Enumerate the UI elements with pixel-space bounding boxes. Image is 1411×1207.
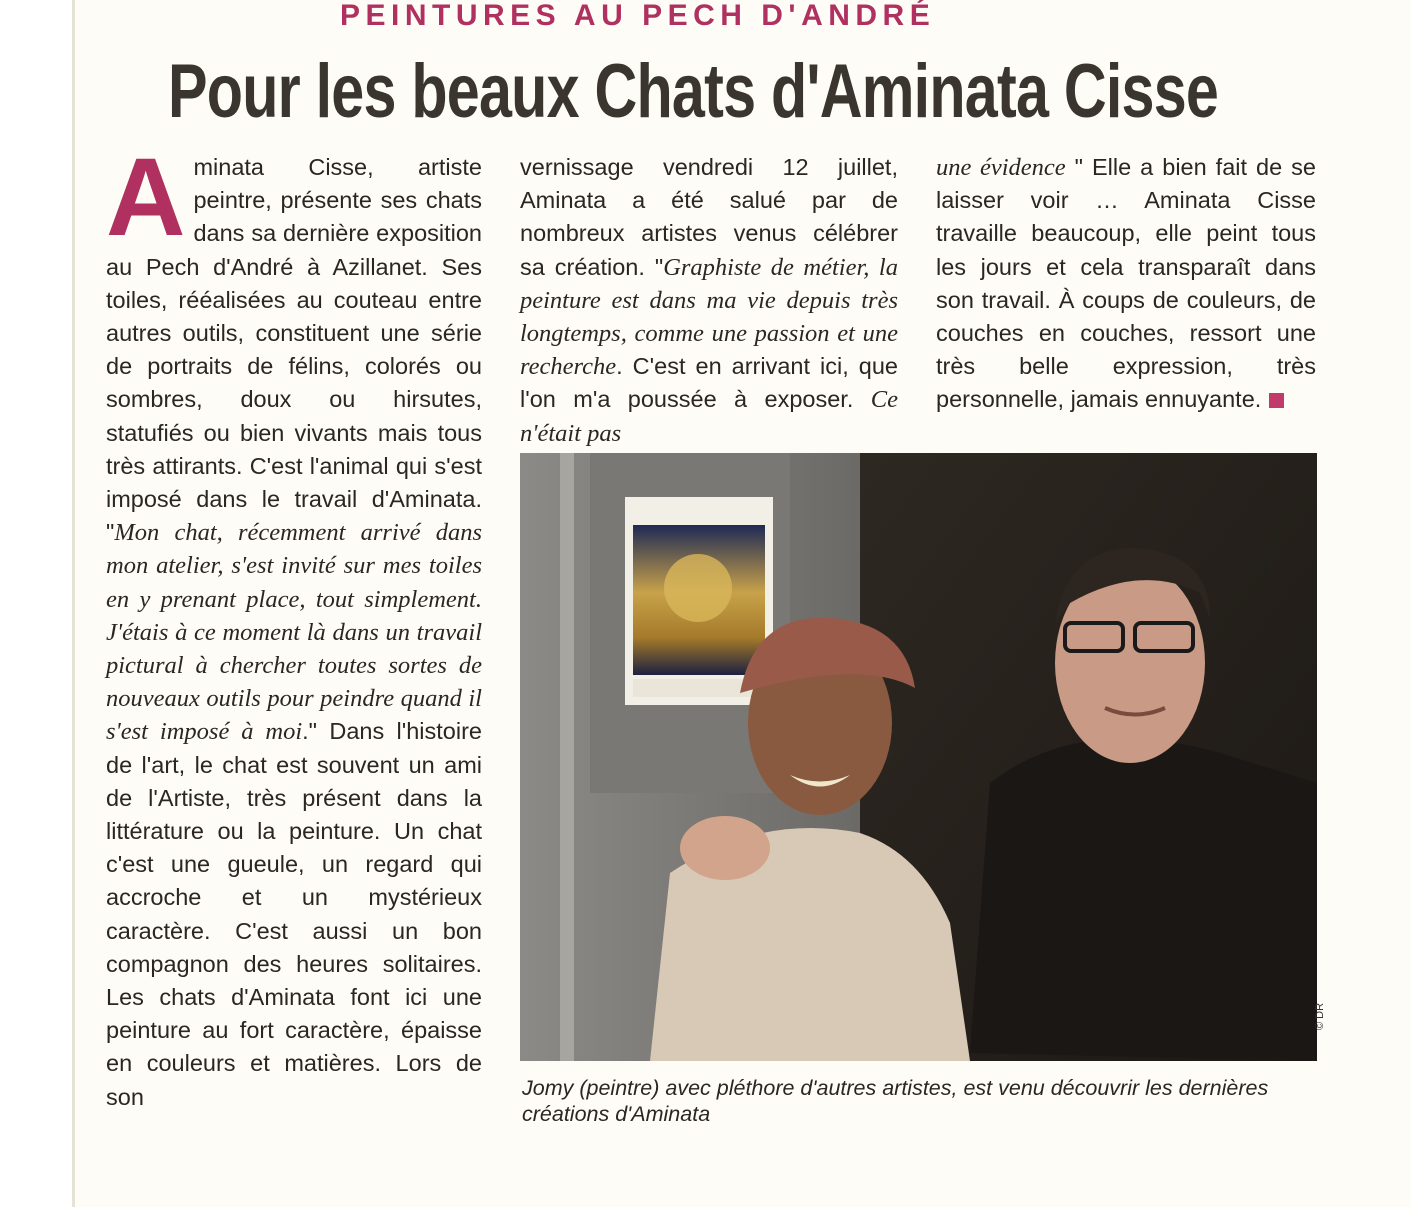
article-photo xyxy=(520,453,1317,1061)
end-mark-icon xyxy=(1269,393,1284,408)
body-text: vernissage vendredi 12 juillet, Aminata a été salué par de nombreux artistes venus célébrer sa création. " xyxy=(520,154,898,280)
body-text: " Elle a bien fait de se laisser voir … Aminata Cisse travaille beaucoup, elle peint tous les jours et cela transparaît dans son travail. À coups de couleurs, de couches en couches, ressort une très belle expression, très personnelle, jamais ennuyante. xyxy=(936,154,1316,413)
quote-text: une évidence xyxy=(936,154,1066,181)
drop-cap: A xyxy=(106,136,186,259)
article-column-2 xyxy=(520,151,898,450)
body-text: . C'est en arrivant ici, que l'on m'a poussée à exposer. xyxy=(520,353,898,413)
photo-caption: Jomy (peintre) avec pléthore d'autres artistes, est venu découvrir les dernières créations d'Aminata xyxy=(522,1076,1269,1126)
kicker: PEINTURES AU PECH D'ANDRÉ xyxy=(340,0,936,32)
photo-illustration xyxy=(520,453,1317,1061)
body-text: ." Dans l'histoire de l'art, le chat est souvent un ami de l'Artiste, très présent dans la littérature ou la peinture. Un chat c'est une gueule, un regard qui accroche et un mystérieux caractère. C'est aussi un bon compagnon des heures solitaires. Les chats d'Aminata font ici une peinture au fort caractère, épaisse en couleurs et matières. Lors de son xyxy=(106,718,482,1110)
headline: Pour les beaux Chats d'Aminata Cisse xyxy=(168,49,1219,134)
article-column-1 xyxy=(106,136,482,1114)
page-edge xyxy=(72,0,75,1207)
newspaper-page xyxy=(72,0,1411,1207)
article-column-3 xyxy=(936,151,1316,417)
quote-text: Ce n'était pas xyxy=(520,386,898,447)
quote-text: Graphiste de métier, la peinture est dans ma vie depuis très longtemps, comme une passion et une recherche xyxy=(520,253,898,381)
quote-text: Mon chat, récemment arrivé dans mon atelier, s'est invité sur mes toiles en y prenant place, tout simplement. J'étais à ce moment là dans un travail pictural à chercher toutes sortes de nouveaux outils pour peindre quand il s'est imposé à moi xyxy=(106,519,482,746)
body-text: minata Cisse, artiste peintre, présente ses chats dans sa dernière exposition au Pech d'André à Azillanet. Ses toiles, rééalisées au couteau entre autres outils, constituent une série de portraits de félins, colorés ou sombres, doux ou hirsutes, statufiés ou bien vivants mais tous très attirants. C'est l'animal qui s'est imposé dans le travail d'Aminata. " xyxy=(106,154,482,546)
photo-credit: © DR xyxy=(1314,1002,1326,1030)
